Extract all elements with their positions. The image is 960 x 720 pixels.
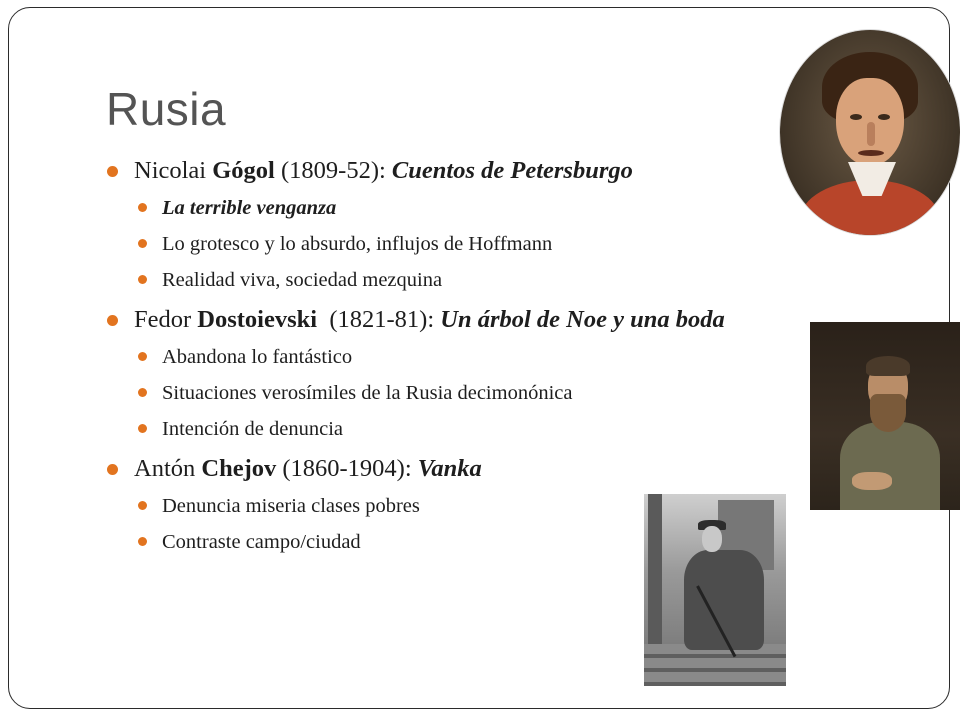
bullet-dot — [138, 239, 147, 248]
sub-bullet-text: Lo grotesco y lo absurdo, influjos de Hoffmann — [162, 233, 553, 255]
bullet-dot — [138, 424, 147, 433]
sub-bullet-text: La terrible venganza — [162, 197, 337, 219]
dostoievski-portrait — [810, 322, 960, 510]
work-title: Un árbol de Noe y una boda — [440, 306, 725, 333]
author-dates: (1821-81): — [317, 306, 441, 333]
sub-bullet — [104, 343, 804, 371]
bullet-chejov — [104, 453, 804, 484]
sub-bullet-text: Situaciones verosímiles de la Rusia decimonónica — [162, 382, 573, 404]
bullet-dot — [138, 388, 147, 397]
bullet-dot — [107, 315, 118, 326]
bullet-dot — [138, 537, 147, 546]
bullet-dot — [138, 275, 147, 284]
bullet-dot — [138, 352, 147, 361]
sub-bullet-text: Contraste campo/ciudad — [162, 531, 361, 553]
work-title: Vanka — [417, 455, 482, 482]
author-firstname: Fedor — [134, 306, 198, 333]
bullet-dostoievski — [104, 304, 824, 335]
chejov-photo — [644, 494, 786, 686]
author-name: Dostoievski — [197, 306, 318, 333]
sub-bullet-text: Abandona lo fantástico — [162, 346, 353, 368]
sub-bullet — [104, 266, 804, 294]
sub-bullet-text: Denuncia miseria clases pobres — [162, 495, 420, 517]
gogol-portrait — [780, 30, 960, 235]
author-dates: (1809-52): — [274, 157, 392, 184]
bullet-dot — [138, 501, 147, 510]
author-dates: (1860-1904): — [276, 455, 418, 482]
sub-bullet — [104, 230, 804, 258]
slide-title: Rusia — [106, 83, 227, 135]
sub-bullet — [104, 379, 804, 407]
bullet-dot — [107, 464, 118, 475]
sub-bullet — [104, 194, 804, 222]
author-name: Gógol — [212, 157, 275, 184]
sub-bullet-text: Intención de denuncia — [162, 418, 344, 440]
sub-bullet-text: Realidad viva, sociedad mezquina — [162, 269, 443, 291]
bullet-dot — [138, 203, 147, 212]
author-firstname: Nicolai — [134, 157, 213, 184]
bullet-dot — [107, 166, 118, 177]
author-firstname: Antón — [134, 455, 202, 482]
author-name: Chejov — [201, 455, 277, 482]
bullet-gogol — [104, 155, 804, 186]
work-title: Cuentos de Petersburgo — [391, 157, 633, 184]
sub-bullet — [104, 415, 804, 443]
